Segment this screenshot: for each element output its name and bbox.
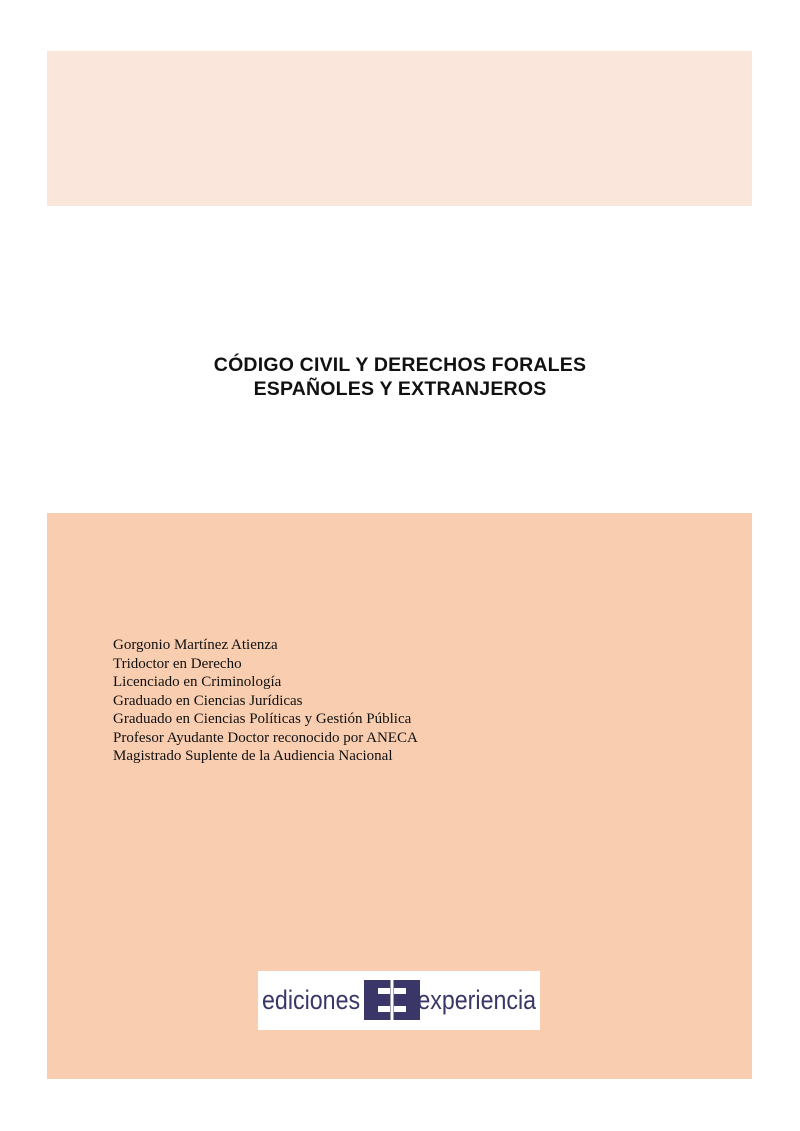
author-name: Gorgonio Martínez Atienza [113,637,278,653]
author-credential: Licenciado en Criminología [113,674,282,690]
author-credential: Graduado en Ciencias Políticas y Gestión Pública [113,711,412,727]
publisher-logo [258,971,540,1030]
publisher-word-left: ediciones [262,985,361,1015]
author-credential: Profesor Ayudante Doctor reconocido por ANECA [113,729,418,746]
title-line-1: CÓDIGO CIVIL Y DERECHOS FORALES [213,354,587,376]
book-title [0,353,800,401]
publisher-word-right: experiencia [417,985,536,1015]
double-e-logo-icon [364,980,420,1020]
author-credentials [113,636,418,766]
author-credential: Graduado en Ciencias Jurídicas [113,692,303,709]
top-color-band [47,51,752,206]
author-credential: Magistrado Suplente de la Audiencia Nacional [113,748,393,764]
author-credential: Tridoctor en Derecho [113,655,242,672]
title-line-2: ESPAÑOLES Y EXTRANJEROS [253,378,547,400]
